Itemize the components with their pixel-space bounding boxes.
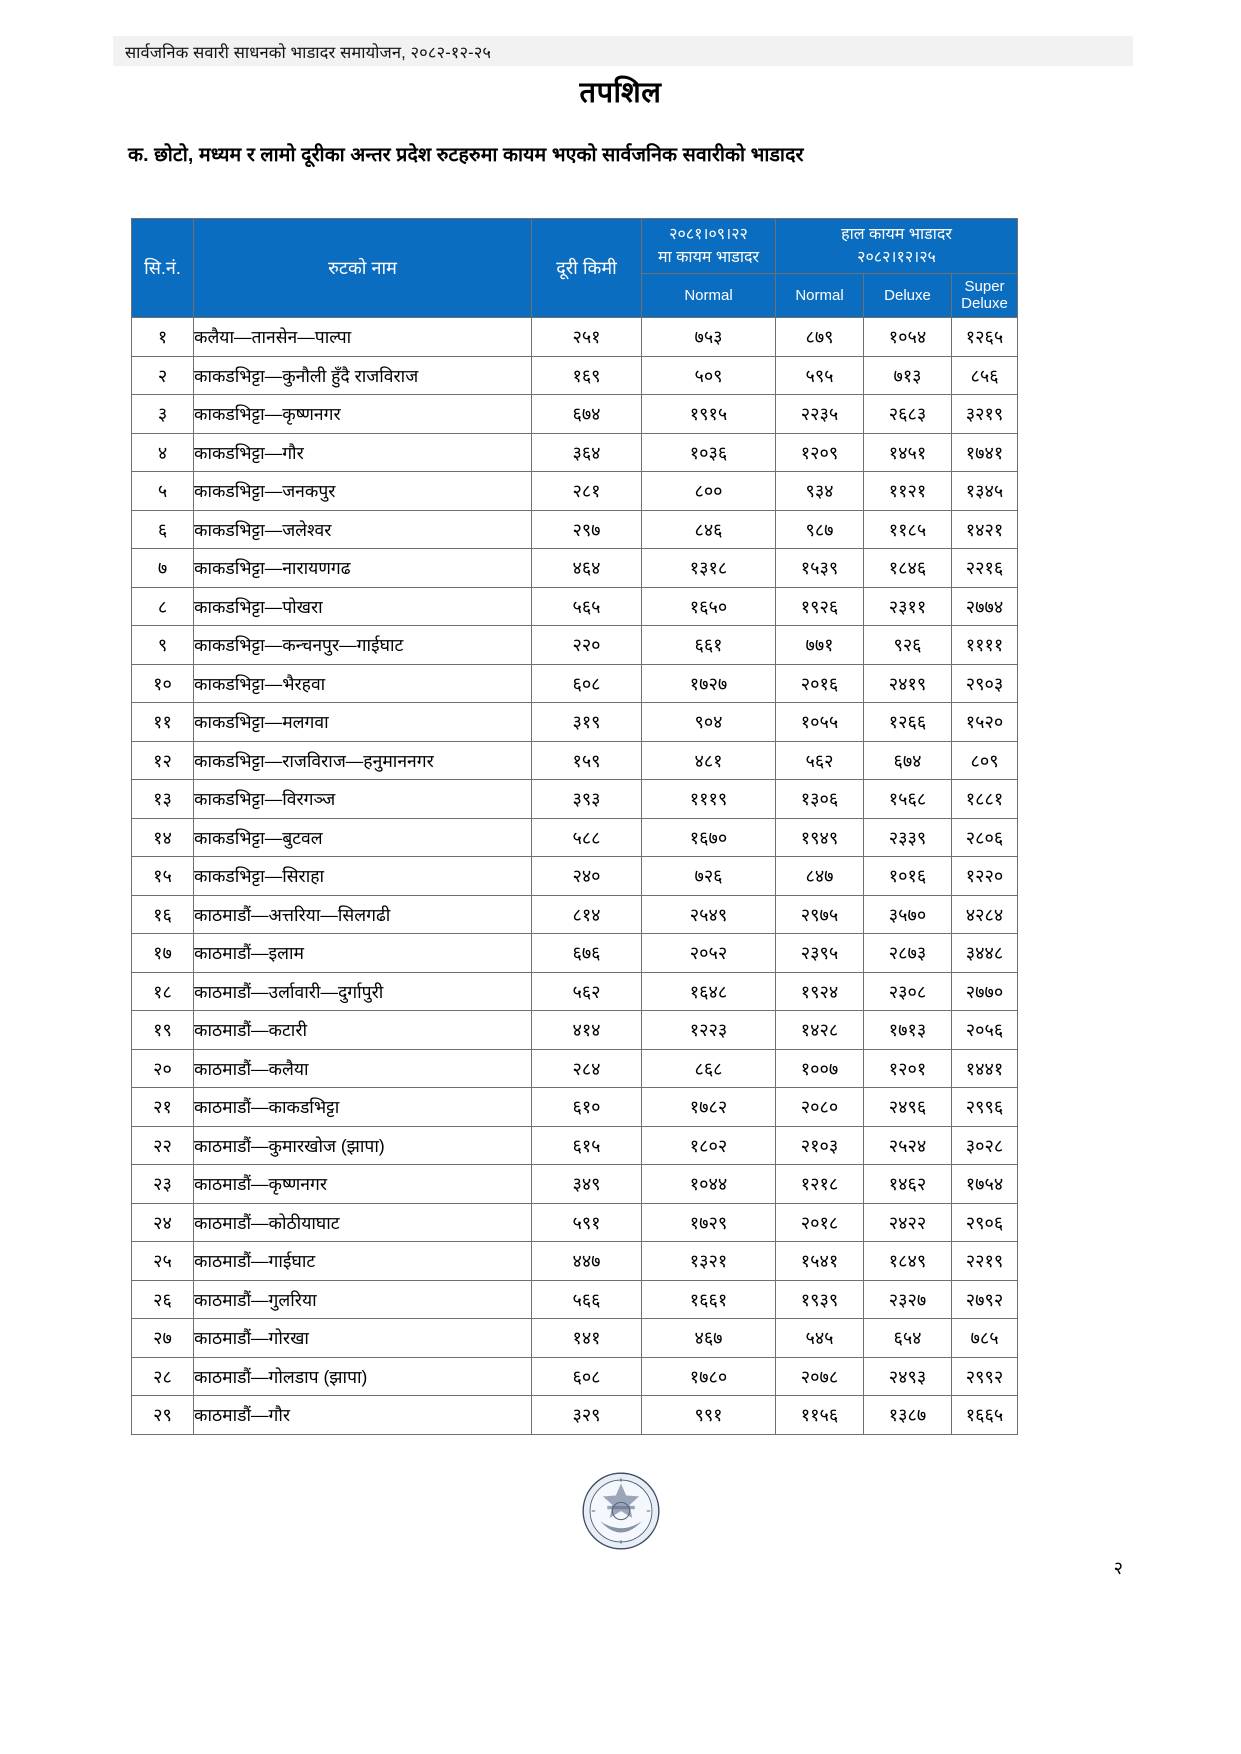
row-serial-number: १२ [132, 741, 194, 780]
row-distance: ५६२ [532, 972, 642, 1011]
row-distance: १४१ [532, 1319, 642, 1358]
row-distance: ६७६ [532, 934, 642, 973]
row-normal-fare: १३०६ [776, 780, 864, 819]
row-route-name: काकडभिट्टा—जलेश्वर [194, 510, 532, 549]
row-normal-fare: २०७८ [776, 1357, 864, 1396]
header-new-normal: Normal [776, 274, 864, 318]
row-route-name: काठमाडौं—अत्तरिया—सिलगढी [194, 895, 532, 934]
row-super-deluxe-fare: २८०६ [952, 818, 1018, 857]
header-old-fare-line1: २०८१।०९।२२ [669, 226, 748, 243]
row-old-normal-fare: ९९१ [642, 1396, 776, 1435]
row-serial-number: २९ [132, 1396, 194, 1435]
row-route-name: काठमाडौं—कटारी [194, 1011, 532, 1050]
row-normal-fare: १०५५ [776, 703, 864, 742]
row-super-deluxe-fare: १७५४ [952, 1165, 1018, 1204]
row-normal-fare: १२०९ [776, 433, 864, 472]
table-row [132, 1088, 1018, 1127]
row-serial-number: ८ [132, 587, 194, 626]
row-deluxe-fare: २५२४ [864, 1126, 952, 1165]
row-deluxe-fare: ११८५ [864, 510, 952, 549]
fare-table-body [132, 318, 1018, 1435]
page-title: तपशिल [579, 77, 662, 109]
row-serial-number: १७ [132, 934, 194, 973]
row-serial-number: ११ [132, 703, 194, 742]
row-deluxe-fare: २३०८ [864, 972, 952, 1011]
row-serial-number: ९ [132, 626, 194, 665]
row-super-deluxe-fare: २२१९ [952, 1242, 1018, 1281]
row-serial-number: १५ [132, 857, 194, 896]
row-serial-number: २२ [132, 1126, 194, 1165]
row-distance: ६०८ [532, 1357, 642, 1396]
row-super-deluxe-fare: ३०२८ [952, 1126, 1018, 1165]
row-deluxe-fare: २४२२ [864, 1203, 952, 1242]
row-serial-number: ३ [132, 395, 194, 434]
table-row [132, 1011, 1018, 1050]
row-deluxe-fare: २४९३ [864, 1357, 952, 1396]
row-route-name: काकडभिट्टा—जनकपुर [194, 472, 532, 511]
row-normal-fare: १५३९ [776, 549, 864, 588]
row-super-deluxe-fare: ३२१९ [952, 395, 1018, 434]
row-old-normal-fare: ४८१ [642, 741, 776, 780]
header-old-fare-line2: मा कायम भाडादर [657, 249, 760, 267]
table-row [132, 703, 1018, 742]
row-route-name: काकडभिट्टा—गौर [194, 433, 532, 472]
row-old-normal-fare: १६४८ [642, 972, 776, 1011]
row-normal-fare: २१०३ [776, 1126, 864, 1165]
row-old-normal-fare: १६७० [642, 818, 776, 857]
table-row [132, 472, 1018, 511]
row-super-deluxe-fare: ७८५ [952, 1319, 1018, 1358]
row-serial-number: ६ [132, 510, 194, 549]
row-normal-fare: २९७५ [776, 895, 864, 934]
row-distance: १६९ [532, 356, 642, 395]
row-old-normal-fare: ८४६ [642, 510, 776, 549]
row-deluxe-fare: ७१३ [864, 356, 952, 395]
fare-table-container [131, 218, 1017, 1435]
row-old-normal-fare: १०४४ [642, 1165, 776, 1204]
row-distance: ५६५ [532, 587, 642, 626]
row-old-normal-fare: १६६१ [642, 1280, 776, 1319]
row-super-deluxe-fare: ३४४८ [952, 934, 1018, 973]
row-super-deluxe-fare: १४४१ [952, 1049, 1018, 1088]
row-deluxe-fare: १०५४ [864, 318, 952, 357]
row-deluxe-fare: २८७३ [864, 934, 952, 973]
row-normal-fare: १९२४ [776, 972, 864, 1011]
row-serial-number: १४ [132, 818, 194, 857]
nepal-government-emblem-icon [578, 1468, 664, 1554]
row-super-deluxe-fare: २७९२ [952, 1280, 1018, 1319]
row-serial-number: ४ [132, 433, 194, 472]
table-row [132, 895, 1018, 934]
row-distance: ५६६ [532, 1280, 642, 1319]
row-route-name: काकडभिट्टा—नारायणगढ [194, 549, 532, 588]
row-serial-number: ५ [132, 472, 194, 511]
row-serial-number: १९ [132, 1011, 194, 1050]
row-deluxe-fare: १३८७ [864, 1396, 952, 1435]
row-old-normal-fare: १७८२ [642, 1088, 776, 1127]
row-deluxe-fare: २४९६ [864, 1088, 952, 1127]
row-old-normal-fare: १३२१ [642, 1242, 776, 1281]
table-row [132, 1203, 1018, 1242]
row-route-name: काठमाडौं—गोरखा [194, 1319, 532, 1358]
row-super-deluxe-fare: ८०९ [952, 741, 1018, 780]
row-deluxe-fare: १५६८ [864, 780, 952, 819]
table-row [132, 549, 1018, 588]
row-normal-fare: २०१६ [776, 664, 864, 703]
running-header-text: सार्वजनिक सवारी साधनको भाडादर समायोजन, २०८२-१२-२५ [125, 43, 492, 62]
row-distance: ५९१ [532, 1203, 642, 1242]
header-new-deluxe: Deluxe [864, 274, 952, 318]
row-route-name: काठमाडौं—उर्लावारी—दुर्गापुरी [194, 972, 532, 1011]
table-row [132, 780, 1018, 819]
row-normal-fare: ५६२ [776, 741, 864, 780]
row-route-name: काकडभिट्टा—सिराहा [194, 857, 532, 896]
row-normal-fare: १४२८ [776, 1011, 864, 1050]
row-deluxe-fare: ११२१ [864, 472, 952, 511]
table-row [132, 934, 1018, 973]
row-route-name: काकडभिट्टा—बुटवल [194, 818, 532, 857]
table-row [132, 1126, 1018, 1165]
table-row [132, 433, 1018, 472]
row-normal-fare: १५४१ [776, 1242, 864, 1281]
row-deluxe-fare: २३२७ [864, 1280, 952, 1319]
row-route-name: काकडभिट्टा—पोखरा [194, 587, 532, 626]
row-normal-fare: ८४७ [776, 857, 864, 896]
row-old-normal-fare: १३१८ [642, 549, 776, 588]
row-old-normal-fare: ६६१ [642, 626, 776, 665]
row-distance: २५१ [532, 318, 642, 357]
row-old-normal-fare: ८०० [642, 472, 776, 511]
row-normal-fare: ७७१ [776, 626, 864, 665]
table-row [132, 1165, 1018, 1204]
row-old-normal-fare: १७२७ [642, 664, 776, 703]
row-deluxe-fare: ९२६ [864, 626, 952, 665]
row-super-deluxe-fare: १४२१ [952, 510, 1018, 549]
table-row [132, 510, 1018, 549]
row-deluxe-fare: १०१६ [864, 857, 952, 896]
row-distance: २८४ [532, 1049, 642, 1088]
row-super-deluxe-fare: २७७४ [952, 587, 1018, 626]
row-normal-fare: ११५६ [776, 1396, 864, 1435]
row-distance: २८१ [532, 472, 642, 511]
row-route-name: काठमाडौं—कृष्णनगर [194, 1165, 532, 1204]
row-super-deluxe-fare: १२६५ [952, 318, 1018, 357]
row-normal-fare: १९२६ [776, 587, 864, 626]
table-row [132, 626, 1018, 665]
table-row [132, 664, 1018, 703]
row-super-deluxe-fare: १५२० [952, 703, 1018, 742]
row-super-deluxe-fare: २२१६ [952, 549, 1018, 588]
row-super-deluxe-fare: १३४५ [952, 472, 1018, 511]
row-super-deluxe-fare: ४२८४ [952, 895, 1018, 934]
row-distance: ३६४ [532, 433, 642, 472]
row-normal-fare: ९८७ [776, 510, 864, 549]
row-super-deluxe-fare: १२२० [952, 857, 1018, 896]
row-normal-fare: १००७ [776, 1049, 864, 1088]
header-route-name: रुटको नाम [194, 219, 532, 318]
row-serial-number: २१ [132, 1088, 194, 1127]
row-route-name: काकडभिट्टा—कन्चनपुर—गाईघाट [194, 626, 532, 665]
row-distance: ५८८ [532, 818, 642, 857]
row-route-name: काठमाडौं—गुलरिया [194, 1280, 532, 1319]
row-distance: ३४९ [532, 1165, 642, 1204]
table-row [132, 1049, 1018, 1088]
row-super-deluxe-fare: २९९६ [952, 1088, 1018, 1127]
row-route-name: कलैया—तानसेन—पाल्पा [194, 318, 532, 357]
header-current-fare-line1: हाल कायम भाडादर [841, 226, 952, 243]
row-super-deluxe-fare: २९०३ [952, 664, 1018, 703]
row-serial-number: १८ [132, 972, 194, 1011]
table-row [132, 1396, 1018, 1435]
row-distance: ३१९ [532, 703, 642, 742]
row-distance: २४० [532, 857, 642, 896]
row-deluxe-fare: १८४९ [864, 1242, 952, 1281]
row-deluxe-fare: २३११ [864, 587, 952, 626]
row-distance: ४६४ [532, 549, 642, 588]
row-route-name: काठमाडौं—गोलडाप (झापा) [194, 1357, 532, 1396]
row-old-normal-fare: २५४९ [642, 895, 776, 934]
row-old-normal-fare: ७२६ [642, 857, 776, 896]
row-deluxe-fare: २३३९ [864, 818, 952, 857]
row-route-name: काठमाडौं—कुमारखोज (झापा) [194, 1126, 532, 1165]
row-route-name: काठमाडौं—काकडभिट्टा [194, 1088, 532, 1127]
fare-table [131, 218, 1018, 1435]
row-normal-fare: १९४९ [776, 818, 864, 857]
row-distance: २९७ [532, 510, 642, 549]
row-normal-fare: २०८० [776, 1088, 864, 1127]
row-route-name: काठमाडौं—कोठीयाघाट [194, 1203, 532, 1242]
row-old-normal-fare: ५०९ [642, 356, 776, 395]
header-current-fare-line2: २०८२।१२।२५ [857, 249, 936, 267]
table-row [132, 1357, 1018, 1396]
row-super-deluxe-fare: २९९२ [952, 1357, 1018, 1396]
row-serial-number: २० [132, 1049, 194, 1088]
row-old-normal-fare: ४६७ [642, 1319, 776, 1358]
row-route-name: काठमाडौं—गाईघाट [194, 1242, 532, 1281]
row-normal-fare: २२३५ [776, 395, 864, 434]
row-route-name: काकडभिट्टा—कृष्णनगर [194, 395, 532, 434]
row-serial-number: २ [132, 356, 194, 395]
row-old-normal-fare: १०३६ [642, 433, 776, 472]
table-row [132, 356, 1018, 395]
row-deluxe-fare: १८४६ [864, 549, 952, 588]
row-serial-number: ७ [132, 549, 194, 588]
header-serial-number: सि.नं. [132, 219, 194, 318]
row-distance: ६१५ [532, 1126, 642, 1165]
header-new-super-deluxe: Super Deluxe [952, 274, 1018, 318]
header-old-normal: Normal [642, 274, 776, 318]
row-normal-fare: ५९५ [776, 356, 864, 395]
row-old-normal-fare: १७२९ [642, 1203, 776, 1242]
row-serial-number: २५ [132, 1242, 194, 1281]
row-deluxe-fare: ६७४ [864, 741, 952, 780]
row-super-deluxe-fare: १७४१ [952, 433, 1018, 472]
table-row [132, 318, 1018, 357]
row-old-normal-fare: ७५३ [642, 318, 776, 357]
header-old-fare-group [642, 219, 776, 274]
row-normal-fare: २३९५ [776, 934, 864, 973]
row-super-deluxe-fare: १६६५ [952, 1396, 1018, 1435]
row-serial-number: २६ [132, 1280, 194, 1319]
fare-table-head [132, 219, 1018, 318]
row-route-name: काकडभिट्टा—मलगवा [194, 703, 532, 742]
row-super-deluxe-fare: २९०६ [952, 1203, 1018, 1242]
table-row [132, 972, 1018, 1011]
table-row [132, 587, 1018, 626]
row-distance: २२० [532, 626, 642, 665]
row-route-name: काकडभिट्टा—राजविराज—हनुमाननगर [194, 741, 532, 780]
row-old-normal-fare: १२२३ [642, 1011, 776, 1050]
row-old-normal-fare: १७८० [642, 1357, 776, 1396]
row-serial-number: १ [132, 318, 194, 357]
row-old-normal-fare: ९०४ [642, 703, 776, 742]
row-normal-fare: ८७९ [776, 318, 864, 357]
row-serial-number: २४ [132, 1203, 194, 1242]
row-route-name: काकडभिट्टा—विरगञ्ज [194, 780, 532, 819]
row-super-deluxe-fare: २०५६ [952, 1011, 1018, 1050]
row-deluxe-fare: १२०१ [864, 1049, 952, 1088]
row-serial-number: १६ [132, 895, 194, 934]
row-route-name: काकडभिट्टा—भैरहवा [194, 664, 532, 703]
header-distance-km: दूरी किमी [532, 219, 642, 318]
page-number: २ [1113, 1558, 1123, 1578]
table-row [132, 741, 1018, 780]
row-old-normal-fare: १११९ [642, 780, 776, 819]
row-distance: ४१४ [532, 1011, 642, 1050]
row-route-name: काकडभिट्टा—कुनौली हुँदै राजविराज [194, 356, 532, 395]
row-deluxe-fare: १४५१ [864, 433, 952, 472]
row-distance: ३२९ [532, 1396, 642, 1435]
row-old-normal-fare: २०५२ [642, 934, 776, 973]
row-deluxe-fare: १७१३ [864, 1011, 952, 1050]
row-old-normal-fare: १६५० [642, 587, 776, 626]
row-normal-fare: ९३४ [776, 472, 864, 511]
row-serial-number: २८ [132, 1357, 194, 1396]
row-deluxe-fare: २६८३ [864, 395, 952, 434]
row-deluxe-fare: १२६६ [864, 703, 952, 742]
row-normal-fare: ५४५ [776, 1319, 864, 1358]
row-serial-number: २७ [132, 1319, 194, 1358]
row-route-name: काठमाडौं—कलैया [194, 1049, 532, 1088]
row-super-deluxe-fare: ११११ [952, 626, 1018, 665]
row-distance: ४४७ [532, 1242, 642, 1281]
running-header [113, 36, 1133, 66]
row-old-normal-fare: १८०२ [642, 1126, 776, 1165]
row-normal-fare: २०१८ [776, 1203, 864, 1242]
row-distance: १५९ [532, 741, 642, 780]
row-super-deluxe-fare: १८८१ [952, 780, 1018, 819]
table-row [132, 857, 1018, 896]
row-distance: ३९३ [532, 780, 642, 819]
row-serial-number: १३ [132, 780, 194, 819]
table-row [132, 1280, 1018, 1319]
row-distance: ६०८ [532, 664, 642, 703]
row-distance: ६७४ [532, 395, 642, 434]
row-super-deluxe-fare: २७७० [952, 972, 1018, 1011]
table-row [132, 1319, 1018, 1358]
row-distance: ८१४ [532, 895, 642, 934]
table-row [132, 395, 1018, 434]
row-route-name: काठमाडौं—इलाम [194, 934, 532, 973]
row-super-deluxe-fare: ८५६ [952, 356, 1018, 395]
row-deluxe-fare: २४१९ [864, 664, 952, 703]
row-old-normal-fare: १९१५ [642, 395, 776, 434]
section-subtitle: क. छोटो, मध्यम र लामो दूरीका अन्तर प्रदेश रुटहरुमा कायम भएको सार्वजनिक सवारीको भाडादर [128, 144, 804, 166]
row-deluxe-fare: ३५७० [864, 895, 952, 934]
row-normal-fare: १९३९ [776, 1280, 864, 1319]
table-row [132, 1242, 1018, 1281]
table-row [132, 818, 1018, 857]
row-normal-fare: १२१८ [776, 1165, 864, 1204]
header-row-top [132, 219, 1018, 274]
row-serial-number: २३ [132, 1165, 194, 1204]
row-serial-number: १० [132, 664, 194, 703]
row-deluxe-fare: ६५४ [864, 1319, 952, 1358]
row-route-name: काठमाडौं—गौर [194, 1396, 532, 1435]
row-old-normal-fare: ८६८ [642, 1049, 776, 1088]
row-distance: ६१० [532, 1088, 642, 1127]
row-deluxe-fare: १४६२ [864, 1165, 952, 1204]
header-current-fare-group [776, 219, 1018, 274]
